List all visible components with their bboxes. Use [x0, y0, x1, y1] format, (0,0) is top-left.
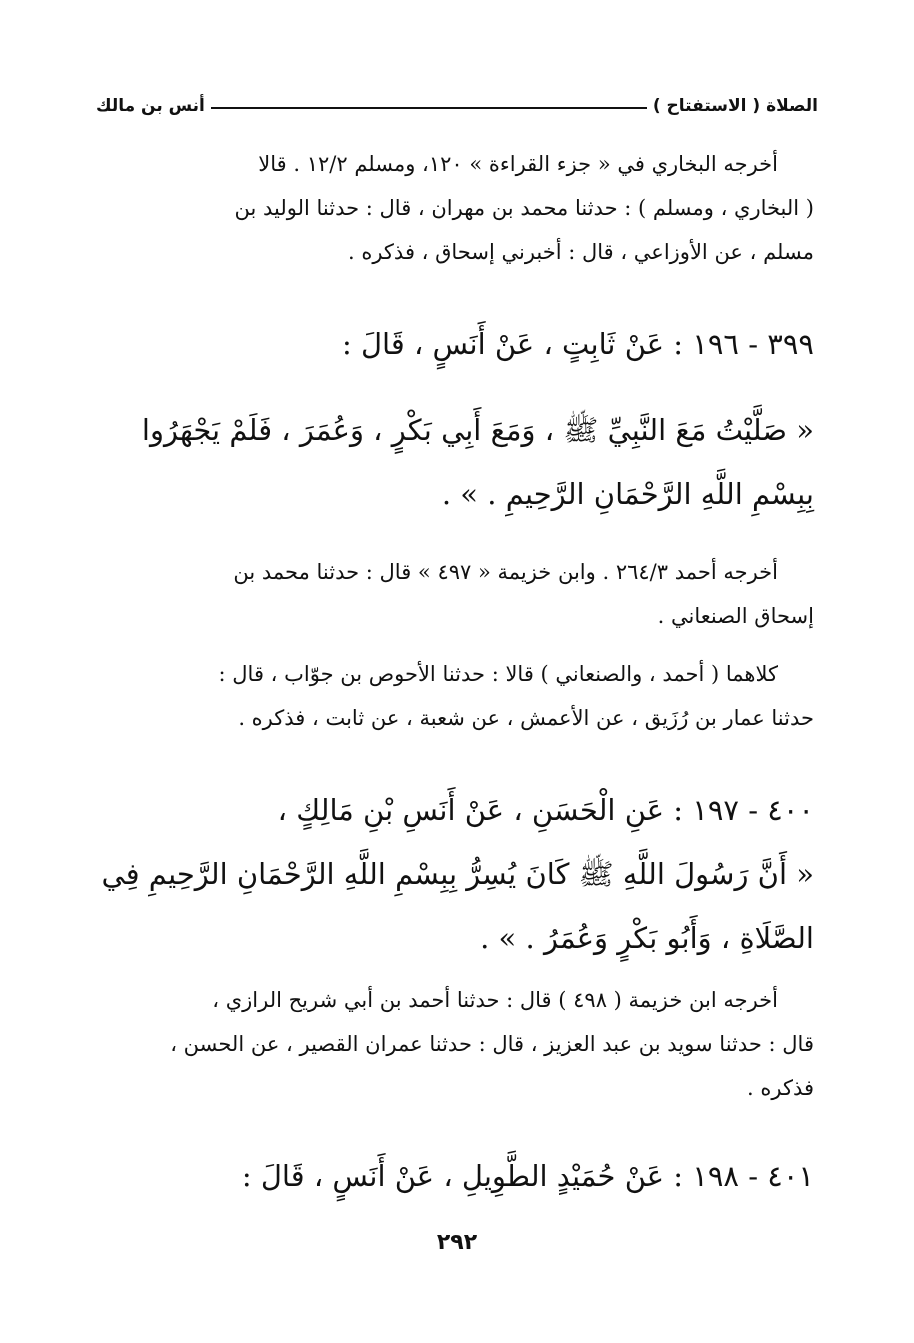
- hadith-text: [96, 778, 814, 970]
- page-number: ٢٩٢: [436, 1230, 478, 1255]
- takhrij-note: [96, 978, 814, 1110]
- header-chapter-title: الصلاة ( الاستفتاح ): [652, 96, 818, 116]
- takhrij-note: [96, 652, 814, 740]
- takhrij-note: [96, 142, 814, 274]
- text-line: حدثنا عمار بن رُزَيق ، عن الأعمش ، عن شعبة ، عن ثابت ، فذكره .: [238, 706, 814, 730]
- text-line: قال : حدثنا سويد بن عبد العزيز ، قال : حدثنا عمران القصير ، عن الحسن ،: [170, 1032, 814, 1056]
- text-line: فذكره .: [747, 1076, 814, 1100]
- header-section-title: أنس بن مالك: [96, 96, 205, 116]
- text-line: أخرجه البخاري في « جزء القراءة » ١٢٠، ومسلم ١٢/٢ . قالا: [258, 152, 778, 176]
- text-line: « أَنَّ رَسُولَ اللَّهِ ﷺ كَانَ يُسِرُّ بِبِسْمِ اللَّهِ الرَّحْمَانِ الرَّحِيمِ فِي: [101, 857, 814, 891]
- text-line: كلاهما ( أحمد ، والصنعاني ) قالا : حدثنا الأحوص بن جوّاب ، قال :: [218, 662, 778, 686]
- hadith-heading: [96, 1144, 814, 1208]
- text-line: الصَّلَاةِ ، وَأَبُو بَكْرٍ وَعُمَرُ . » .: [480, 921, 814, 955]
- text-line: إسحاق الصنعاني .: [657, 604, 814, 628]
- takhrij-note: [96, 550, 814, 638]
- text-line: ( البخاري ، ومسلم ) : حدثنا محمد بن مهران ، قال : حدثنا الوليد بن: [234, 196, 814, 220]
- text-line: ٣٩٩ - ١٩٦ : عَنْ ثَابِتٍ ، عَنْ أَنَسٍ ، قَالَ :: [341, 327, 814, 361]
- hadith-text: [96, 398, 814, 526]
- text-line: ٤٠١ - ١٩٨ : عَنْ حُمَيْدٍ الطَّوِيلِ ، عَنْ أَنَسٍ ، قَالَ :: [241, 1159, 814, 1193]
- text-line: بِبِسْمِ اللَّهِ الرَّحْمَانِ الرَّحِيمِ . » .: [441, 477, 814, 511]
- text-line: ٤٠٠ - ١٩٧ : عَنِ الْحَسَنِ ، عَنْ أَنَسِ بْنِ مَالِكٍ ،: [277, 793, 814, 827]
- text-line: أخرجه ابن خزيمة ( ٤٩٨ ) قال : حدثنا أحمد بن أبي شريح الرازي ،: [212, 988, 778, 1012]
- header-rule: [211, 107, 647, 109]
- running-header: [96, 92, 818, 120]
- text-line: « صَلَّيْتُ مَعَ النَّبِيِّ ﷺ ، وَمَعَ أَبِي بَكْرٍ ، وَعُمَرَ ، فَلَمْ يَجْهَرُوا: [141, 413, 814, 447]
- text-line: مسلم ، عن الأوزاعي ، قال : أخبرني إسحاق ، فذكره .: [347, 240, 814, 264]
- text-line: أخرجه أحمد ٢٦٤/٣ . وابن خزيمة « ٤٩٧ » قال : حدثنا محمد بن: [233, 560, 778, 584]
- hadith-heading: [96, 312, 814, 376]
